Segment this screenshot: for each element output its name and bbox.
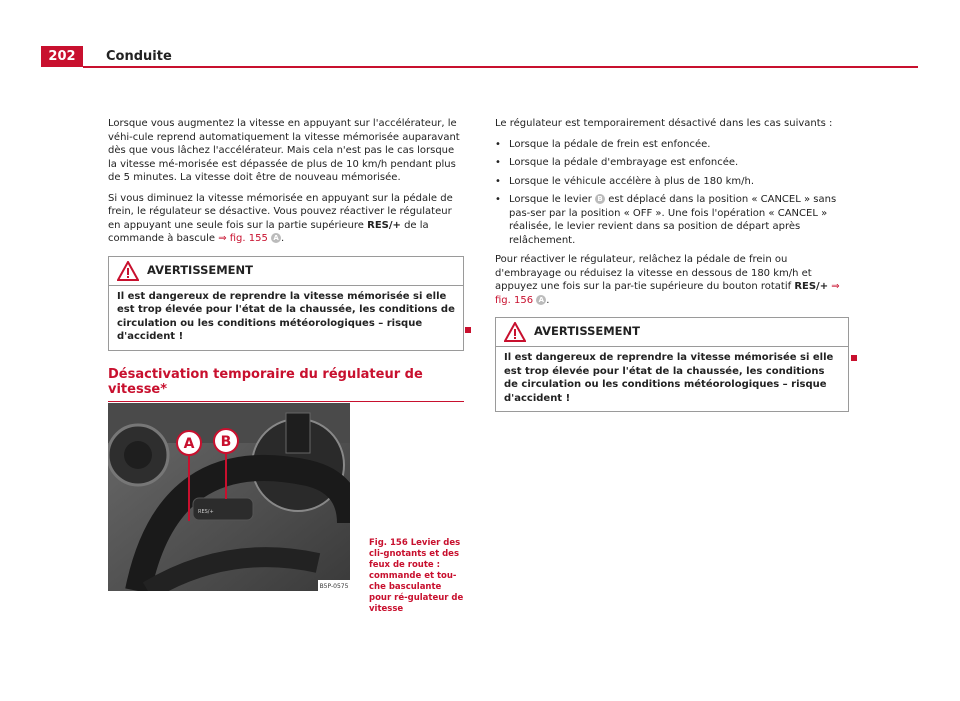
warning-box-left	[108, 256, 464, 351]
left-paragraph-2	[108, 192, 464, 246]
figure-code: B5P-0575	[319, 583, 349, 590]
right-p2-end: .	[546, 294, 550, 306]
figure-caption	[369, 538, 465, 615]
badge-a: A	[271, 233, 281, 243]
right-intro: Le régulateur est temporairement désactivé dans les cas suivants :	[495, 118, 833, 129]
warning-box-right	[495, 317, 849, 412]
section-heading: Désactivation temporaire du régulateur de vitesse*	[108, 367, 464, 402]
header-rule	[83, 66, 918, 68]
badge-b: B	[595, 194, 605, 204]
badge-a-right: A	[536, 295, 546, 305]
deactivation-list	[495, 138, 849, 248]
bullet4-post: est déplacé dans la position « CANCEL » sans pas-ser par la position « OFF ». Une fois l'opération « CANCEL » réalisée, le levier revient dans sa position de départ après relâchement.	[509, 194, 837, 246]
list-item	[495, 193, 849, 247]
warning-title: AVERTISSEMENT	[534, 324, 641, 339]
left-p2-end: .	[281, 233, 285, 244]
section-end-mark	[851, 355, 857, 361]
list-item: • Lorsque la pédale de frein est enfoncée.	[495, 138, 849, 152]
figure-caption-text: Levier des cli-gnotants et des feux de route : commande et tou-che basculante pour ré-gulateur de vitesse	[369, 538, 464, 614]
list-item: • Lorsque la pédale d'embrayage est enfoncée.	[495, 156, 849, 170]
right-paragraph-2	[495, 253, 849, 307]
page-number: 202	[41, 46, 83, 67]
res-plus-label: RES/+	[367, 219, 401, 231]
left-p2-tail: de la commande à bascule	[108, 219, 429, 244]
warning-body: Il est dangereux de reprendre la vitesse mémorisée si elle est trop élevée pour l'état de la chaussée, les conditions de circulation ou les conditions météorologiques – risque d'accident !	[117, 290, 455, 342]
res-plus-label-right: RES/+	[794, 281, 829, 292]
warning-header	[496, 318, 848, 347]
fig-155-link[interactable]: ⇒ fig. 155	[218, 233, 268, 244]
fig-156-link[interactable]: ⇒ fig. 156	[495, 281, 840, 306]
left-column	[108, 117, 464, 351]
warning-header	[109, 257, 463, 286]
svg-text:RES/+: RES/+	[198, 509, 214, 515]
warning-triangle-icon	[117, 261, 139, 281]
steering-lever-image	[108, 403, 350, 591]
section-end-mark	[465, 327, 471, 333]
figure-number: Fig. 156	[369, 538, 408, 548]
right-p2-text: Pour réactiver le régulateur, relâchez la pédale de frein ou d'embrayage ou réduisez la vitesse en dessous de 180 km/h et appuyez une fois sur la par-tie supérieure du bouton rotatif	[495, 254, 812, 292]
list-item: • Lorsque le véhicule accélère à plus de 180 km/h.	[495, 175, 849, 189]
left-paragraph-1: Lorsque vous augmentez la vitesse en appuyant sur l'accélérateur, le véhi-cule reprend automatiquement la vitesse mémorisée auparavant dès que vous lâchez l'accélérateur. Mais cela n'est pas le cas lorsque la vitesse mé-morisée est dépassée de plus de 10 km/h pendant plus de 5 minutes. La vitesse doit être de nouveau mémorisée.	[108, 118, 460, 183]
figure-label-a: A	[183, 436, 195, 452]
warning-triangle-icon	[504, 322, 526, 342]
figure-156	[108, 403, 350, 591]
warning-body: Il est dangereux de reprendre la vitesse mémorisée si elle est trop élevée pour l'état de la chaussée, les conditions de circulation ou les conditions météorologiques – risque d'accident !	[504, 352, 834, 404]
warning-title: AVERTISSEMENT	[147, 262, 254, 277]
left-p2-text: Si vous diminuez la vitesse mémorisée en appuyant sur la pédale de frein, le régulateur se désactive. Vous pouvez réactiver le régulateur en appuyant une seule fois sur la partie supérieure	[108, 192, 453, 231]
right-column	[495, 117, 849, 412]
page-title: Conduite	[106, 49, 172, 64]
bullet4-pre: Lorsque le levier	[509, 194, 596, 205]
figure-label-b: B	[220, 434, 232, 450]
